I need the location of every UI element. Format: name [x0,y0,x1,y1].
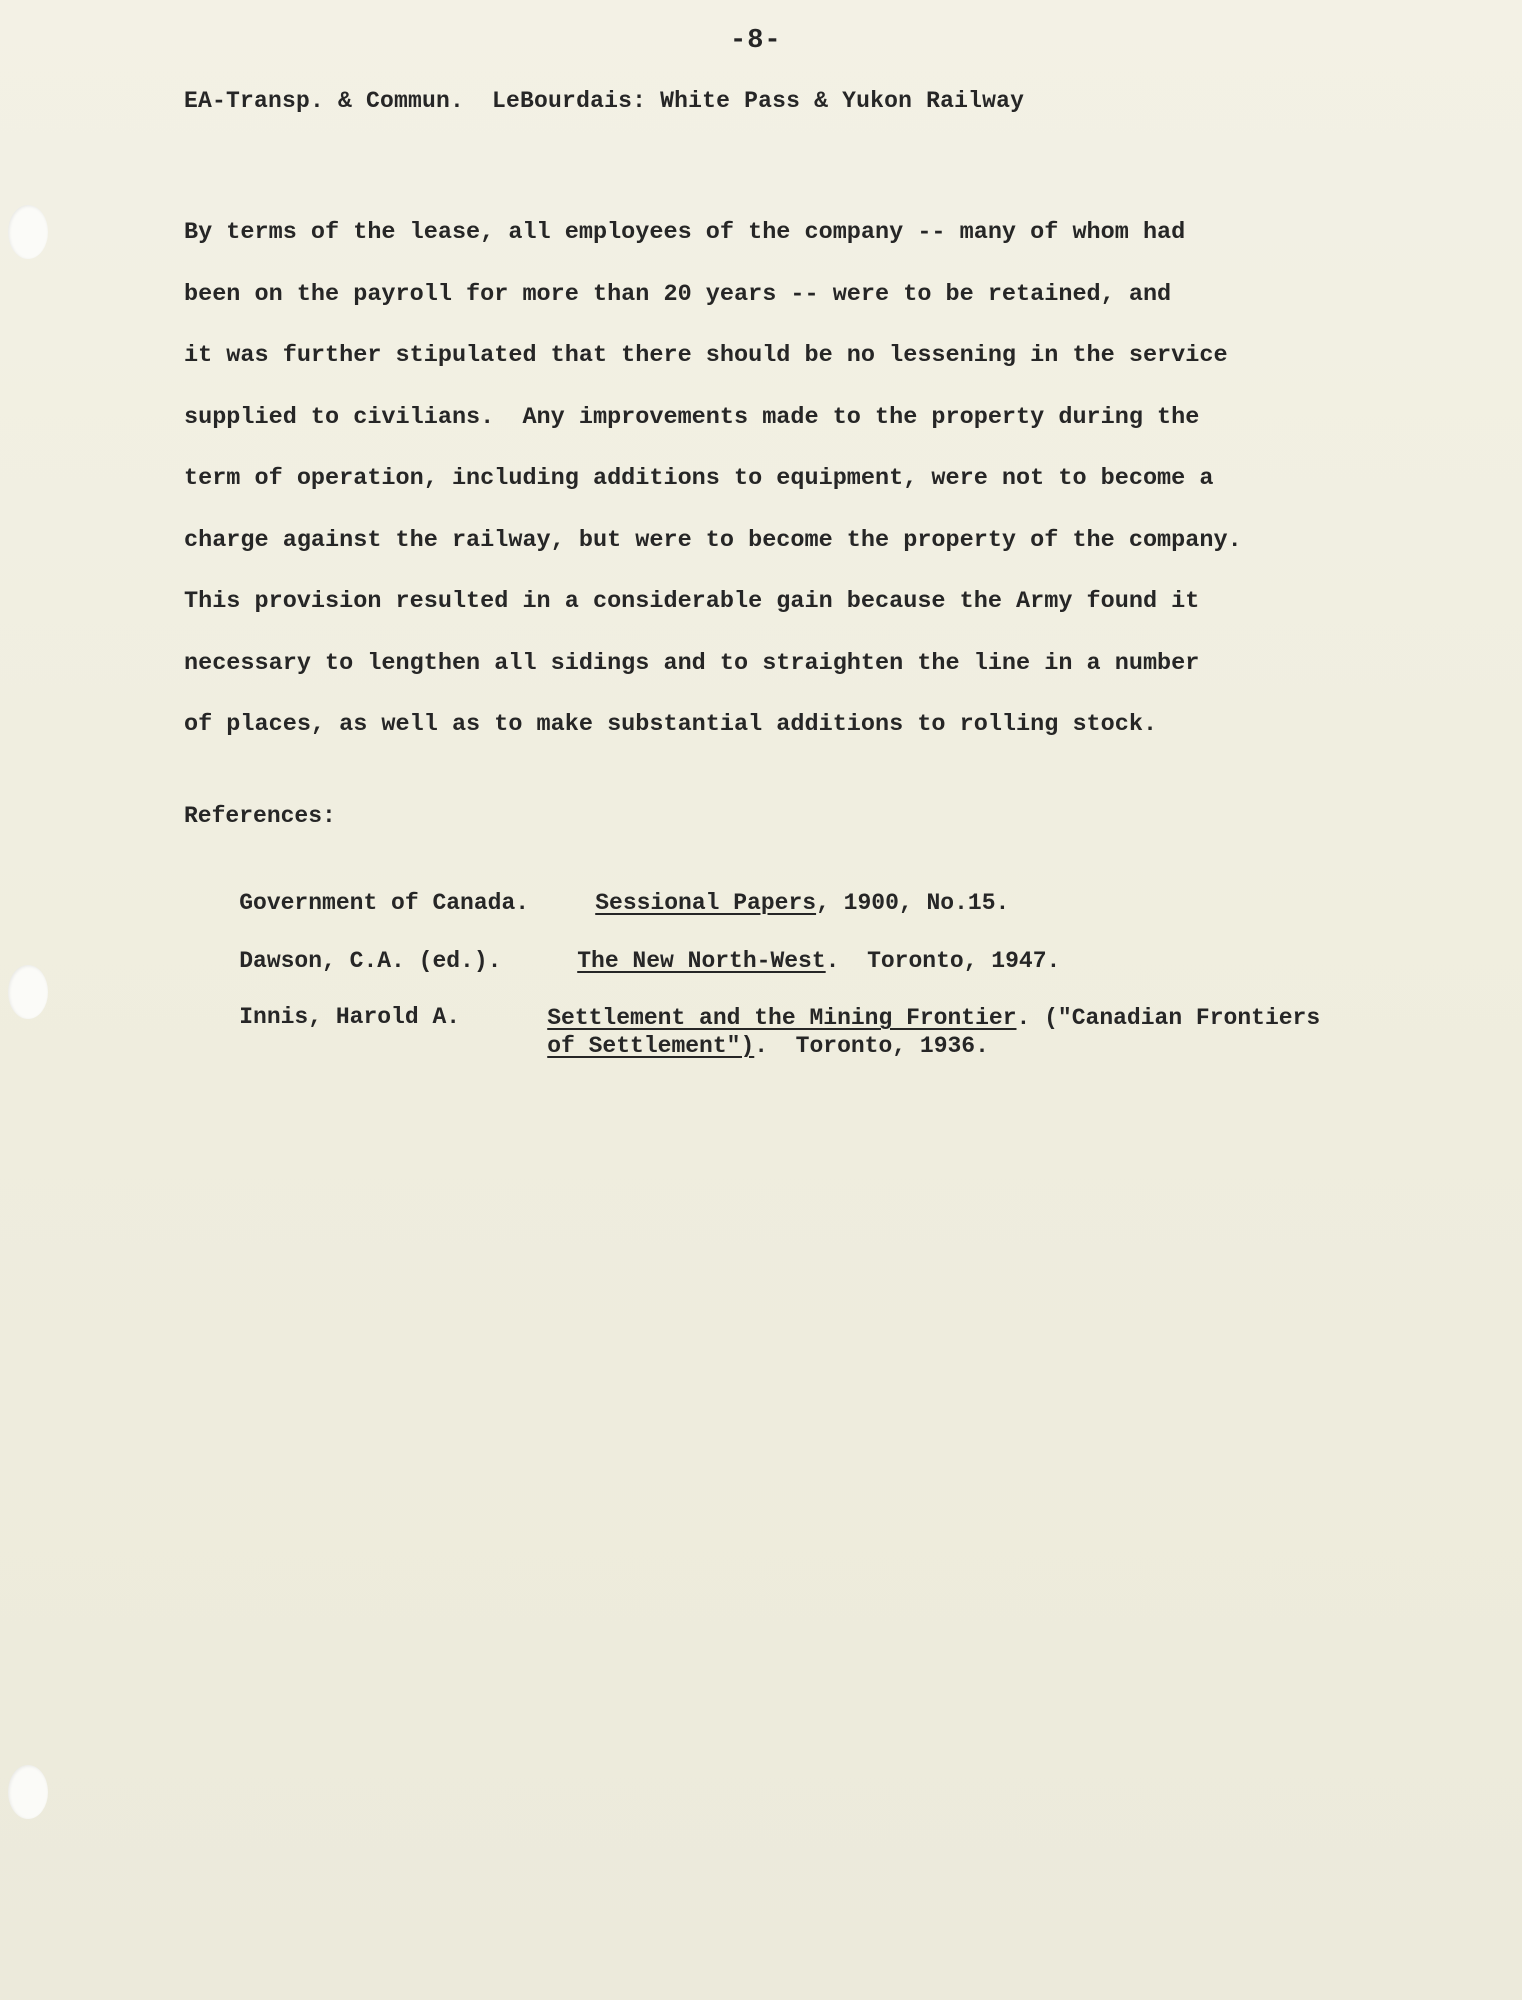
running-header: EA-Transp. & Commun. LeBourdais: White Pass & Yukon Railway [184,88,1025,114]
reference-body [547,1004,1320,1060]
reference-author: Innis, Harold A. [239,1004,461,1030]
body-line: been on the payroll for more than 20 years -- were to be retained, and [184,280,1172,308]
reference-details: . ("Canadian Frontiers [1016,1005,1321,1031]
reference-title-continuation: of Settlement") [547,1033,755,1059]
page-number: -8- [730,26,782,56]
references-heading: References: [184,803,336,829]
body-line: This provision resulted in a considerable gain because the Army found it [184,588,1200,615]
punch-hole-bottom [8,1765,48,1819]
body-paragraph [184,202,1354,756]
body-line: charge against the railway, but were to become the property of the company. [184,526,1242,554]
body-line: term of operation, including additions to equipment, were not to become a [184,465,1214,492]
reference-details: . Toronto, 1947. [825,948,1061,974]
body-line: it was further stipulated that there should be no lessening in the service [184,342,1228,369]
reference-details-continuation: . Toronto, 1936. [754,1033,989,1059]
reference-title: The New North-West [577,948,826,974]
body-line: of places, as well as to make substantial additions to rolling stock. [184,711,1158,738]
body-line: supplied to civilians. Any improvements made to the property during the [184,403,1200,431]
reference-author: Dawson, C.A. (ed.). [239,948,502,974]
reference-details: , 1900, No.15. [816,890,1010,916]
punch-hole-middle [8,965,48,1019]
reference-item [184,978,1320,1086]
body-line: By terms of the lease, all employees of the company -- many of whom had [184,219,1186,246]
reference-title: Settlement and the Mining Frontier [547,1005,1017,1031]
body-line: necessary to lengthen all sidings and to straighten the line in a number [184,649,1200,677]
reference-title: Sessional Papers [595,890,817,916]
punch-hole-top [8,205,48,259]
reference-author: Government of Canada. [239,890,530,916]
